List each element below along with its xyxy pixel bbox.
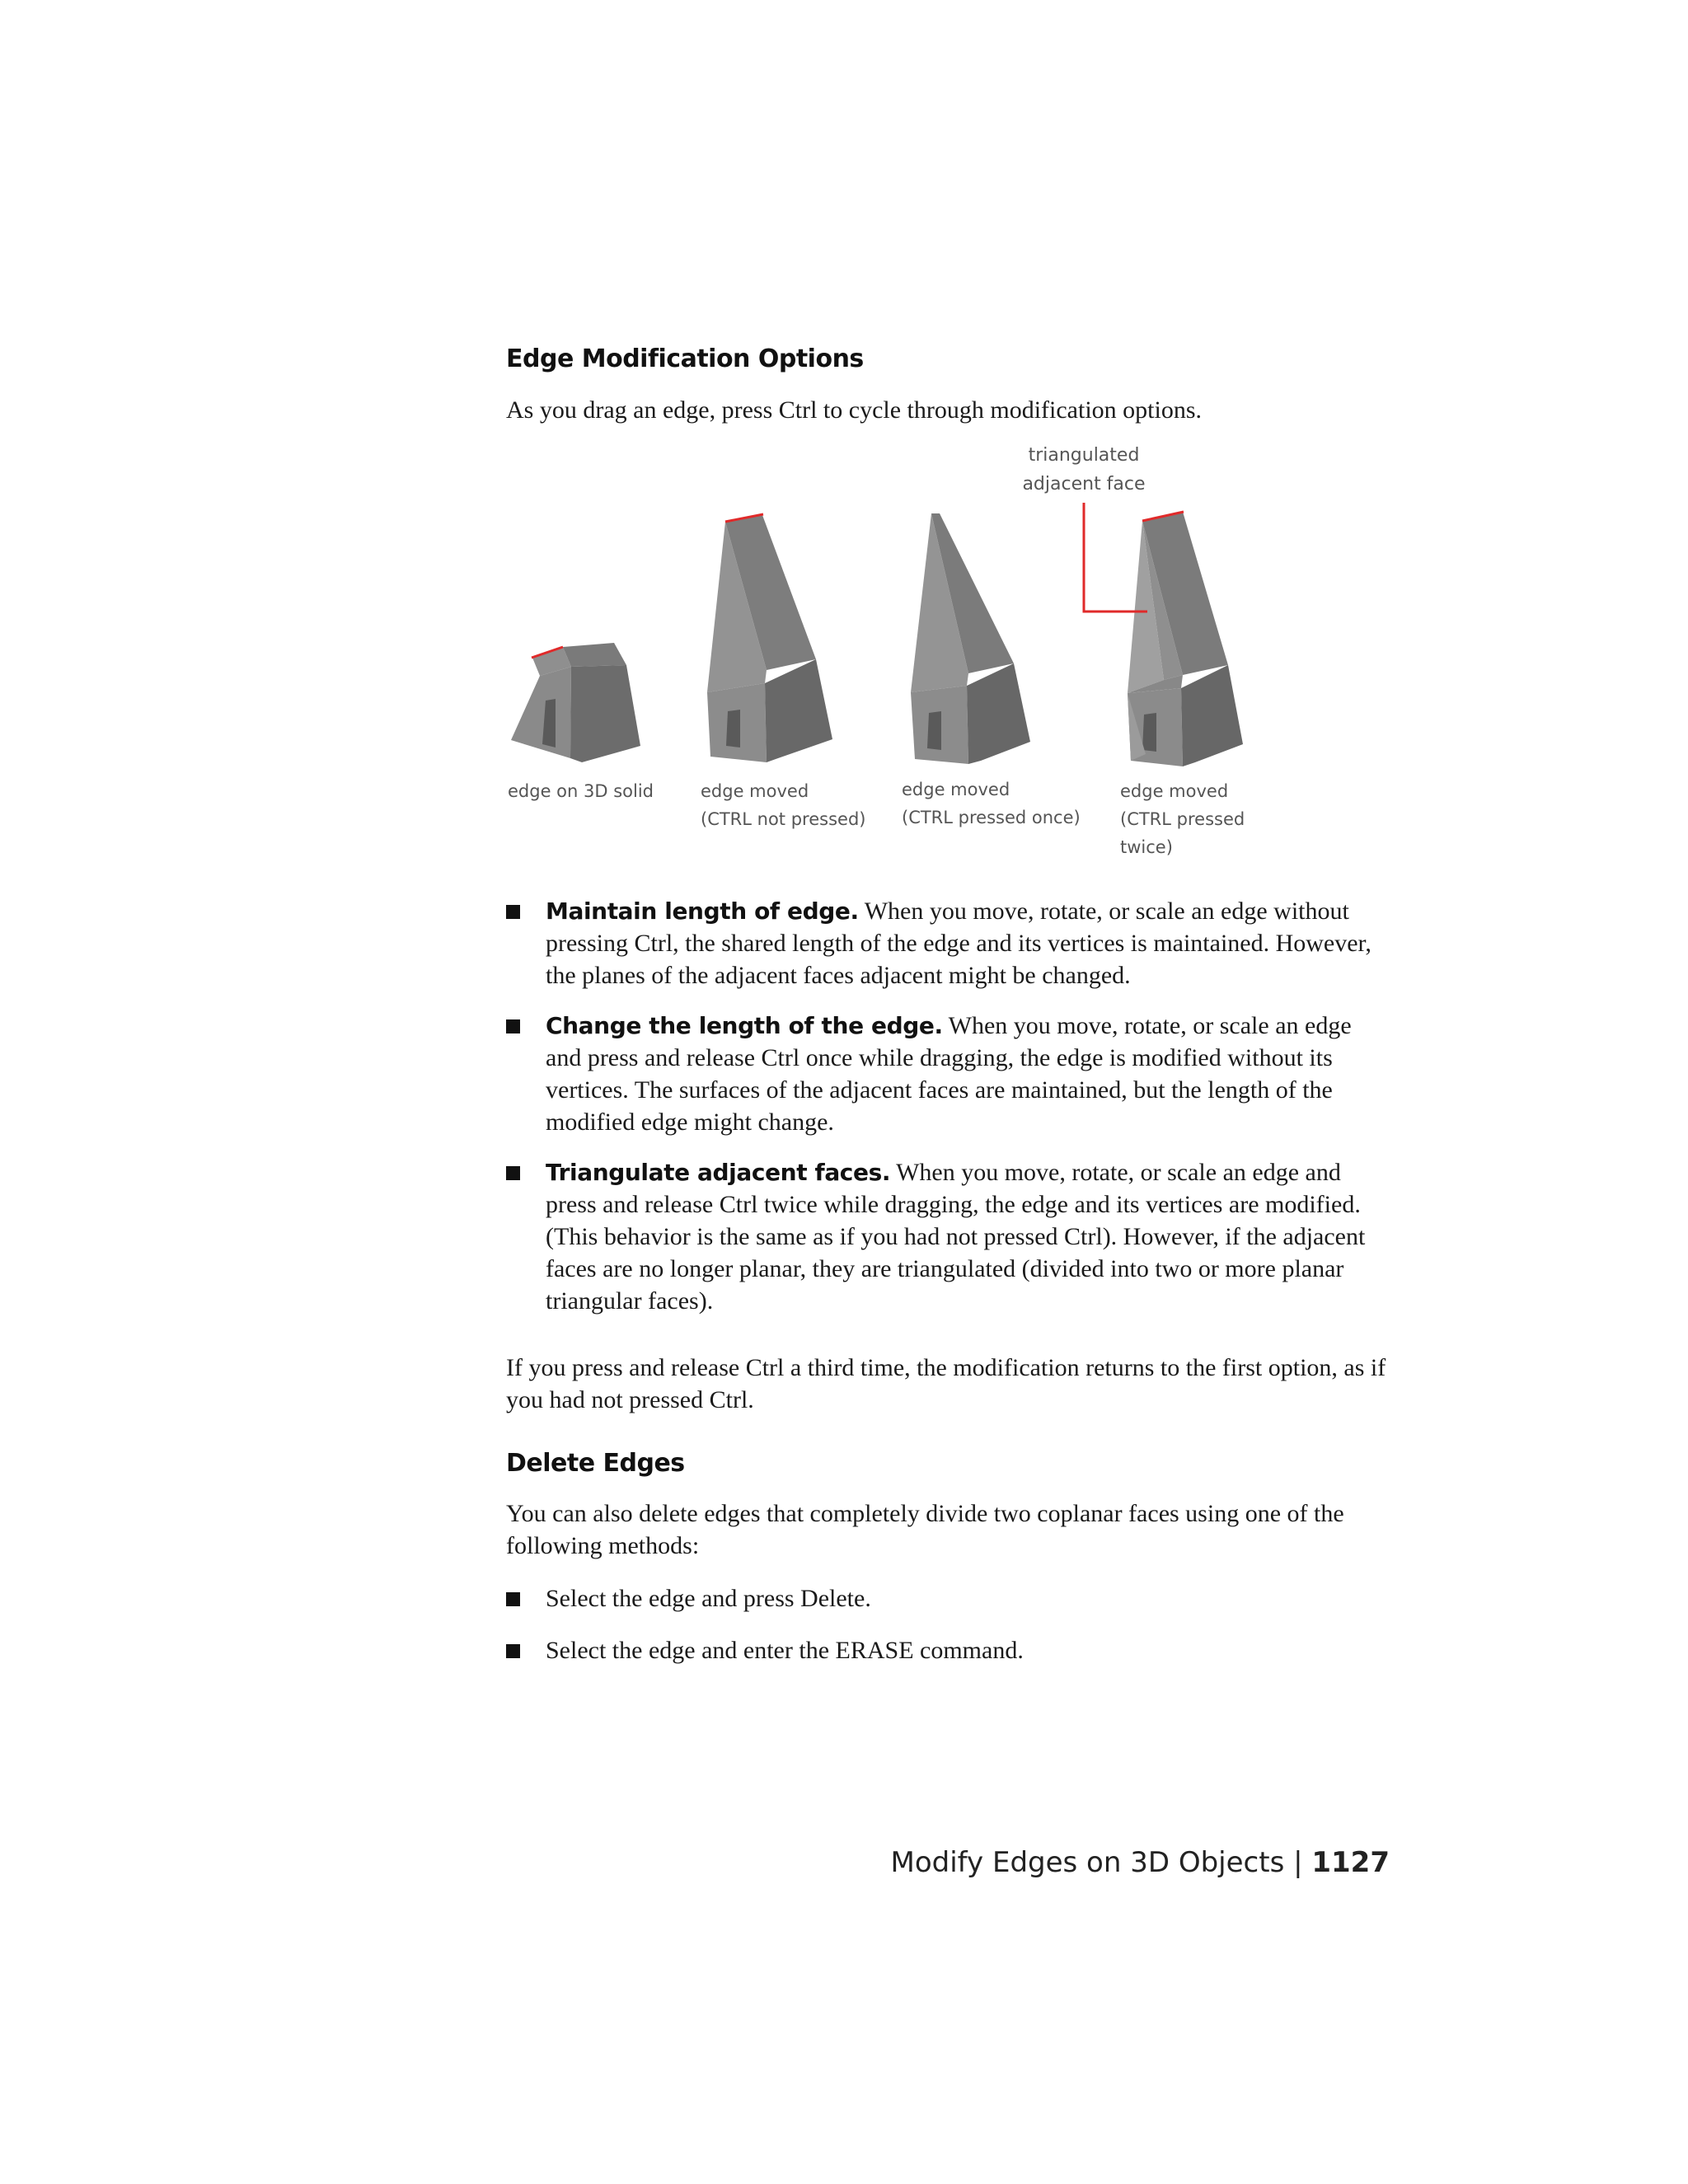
solid-ctrl-not-pressed (707, 514, 832, 762)
caption-line: edge moved (902, 780, 1010, 799)
caption-line: (CTRL pressed (1120, 809, 1245, 829)
callout-line-1: triangulated (1028, 445, 1140, 466)
caption-ctrl-pressed-once (902, 776, 1081, 832)
caption-ctrl-not-pressed (701, 777, 865, 833)
page-footer (891, 1846, 1390, 1879)
solid-original (511, 643, 640, 762)
bullet-square-icon (506, 905, 520, 919)
paragraph-third-time: If you press and release Ctrl a third time, the modification returns to the first option, as if you had not pressed Ctrl. (506, 1354, 1386, 1413)
section-intro: As you drag an edge, press Ctrl to cycle through modification options. (506, 396, 1202, 424)
callout-line-2: adjacent face (1022, 474, 1146, 494)
list-item-erase (506, 1634, 1392, 1666)
edge-modification-figure (495, 441, 1286, 869)
list-item-delete (506, 1582, 1392, 1615)
solid-ctrl-pressed-once (911, 513, 1030, 764)
section-heading-edge-modification: Edge Modification Options (506, 344, 864, 373)
caption-line: (CTRL pressed once) (902, 808, 1081, 827)
caption-ctrl-pressed-twice (1120, 777, 1245, 861)
bullet-square-icon (506, 1166, 520, 1180)
callout-label (997, 441, 1170, 499)
caption-original (508, 777, 654, 805)
bullet-lead: Triangulate adjacent faces. (546, 1159, 891, 1186)
bullet-lead: Maintain length of edge. (546, 898, 859, 925)
footer-title: Modify Edges on 3D Objects | (890, 1846, 1312, 1879)
bullet-lead: Change the length of the edge. (546, 1012, 943, 1039)
caption-line: (CTRL not pressed) (701, 809, 866, 829)
bullet-square-icon (506, 1019, 520, 1033)
bullet-square-icon (506, 1592, 520, 1606)
bullet-maintain-length (506, 895, 1392, 991)
caption-line: edge moved (1120, 781, 1229, 801)
list-item-text: Select the edge and enter the ERASE command. (546, 1637, 1024, 1664)
section2-intro: You can also delete edges that completely divide two coplanar faces using one of the following methods: (506, 1500, 1344, 1559)
solid-ctrl-pressed-twice (1128, 512, 1243, 766)
bullet-change-length (506, 1010, 1392, 1138)
page-number: 1127 (1311, 1846, 1390, 1879)
caption-line: edge moved (701, 781, 809, 801)
bullet-text: When you move, rotate, or scale an edge without pressing Ctrl, the shared length of the edge and its vertices is maintained. However, the planes of the adjacent faces adjacent might be changed. (546, 898, 1372, 989)
bullet-text: When you move, rotate, or scale an edge and press and release Ctrl twice while dragging, the edge and its vertices are modified. (This behavior is the same as if you had not pressed Ctrl). However, if the adjacent faces are no longer planar, they are triangulated (divided into two or more planar triangular faces). (546, 1159, 1366, 1315)
caption-line: twice) (1120, 837, 1173, 857)
caption-line: edge on 3D solid (508, 781, 654, 801)
bullet-square-icon (506, 1644, 520, 1658)
bullet-text: When you move, rotate, or scale an edge and press and release Ctrl once while dragging, the edge is modified without its vertices. The surfaces of the adjacent faces are maintained, but the length of the modified edge might change. (546, 1012, 1352, 1136)
bullet-triangulate (506, 1156, 1392, 1317)
section-heading-delete-edges: Delete Edges (506, 1449, 685, 1478)
list-item-text: Select the edge and press Delete. (546, 1585, 871, 1612)
